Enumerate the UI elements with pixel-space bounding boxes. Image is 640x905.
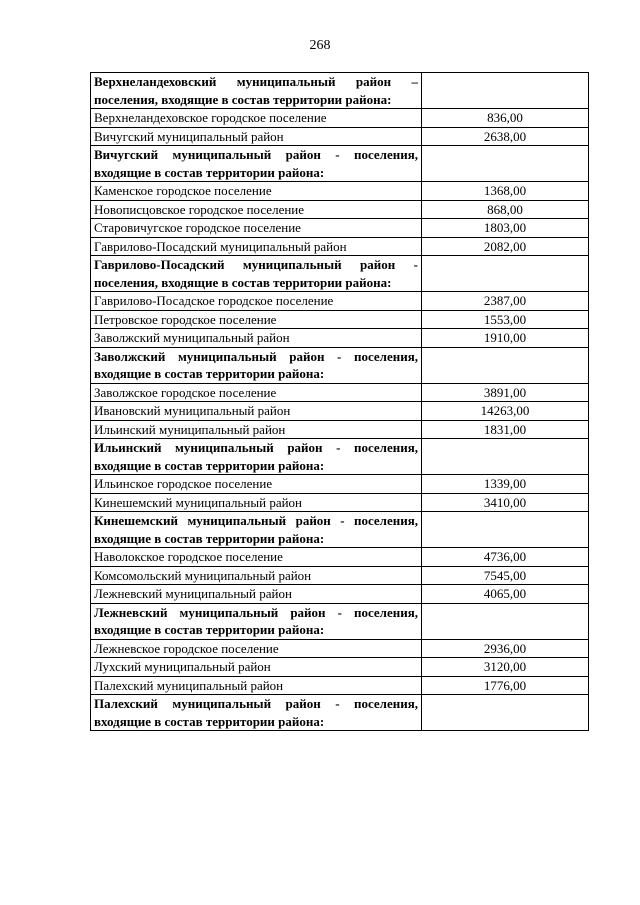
section-heading-row [91,695,589,731]
table-row [91,475,589,494]
section-heading-row [91,146,589,182]
row-value-cell [422,439,589,475]
row-name-cell: Заволжский муниципальный район - поселения, входящие в состав территории района: [91,347,422,383]
row-value-cell [422,146,589,182]
row-name-cell: Ильинский муниципальный район [91,420,422,439]
row-name-cell: Палехский муниципальный район - поселения, входящие в состав территории района: [91,695,422,731]
row-value-cell: 1803,00 [422,219,589,238]
table-row [91,402,589,421]
table-row [91,329,589,348]
row-value-cell: 3120,00 [422,658,589,677]
row-name-cell: Гаврилово-Посадский муниципальный район [91,237,422,256]
row-name-cell: Кинешемский муниципальный район - поселения, входящие в состав территории района: [91,512,422,548]
section-heading-row [91,256,589,292]
row-name-cell: Наволокское городское поселение [91,548,422,567]
row-name-cell: Ильинское городское поселение [91,475,422,494]
row-name-cell: Заволжское городское поселение [91,383,422,402]
table-row [91,493,589,512]
row-value-cell: 836,00 [422,109,589,128]
table-row [91,566,589,585]
table-row [91,639,589,658]
row-value-cell: 3891,00 [422,383,589,402]
table-row [91,658,589,677]
row-value-cell: 2082,00 [422,237,589,256]
row-value-cell [422,695,589,731]
row-name-cell: Лежневское городское поселение [91,639,422,658]
row-name-cell: Ивановский муниципальный район [91,402,422,421]
section-heading-row [91,439,589,475]
table-row [91,292,589,311]
table-row [91,237,589,256]
page-number: 268 [309,38,331,53]
section-heading-row [91,512,589,548]
row-value-cell: 2387,00 [422,292,589,311]
row-value-cell: 1553,00 [422,310,589,329]
row-value-cell: 3410,00 [422,493,589,512]
row-name-cell: Верхнеландеховское городское поселение [91,109,422,128]
row-name-cell: Гаврилово-Посадское городское поселение [91,292,422,311]
row-name-cell: Лухский муниципальный район [91,658,422,677]
row-name-cell: Комсомольский муниципальный район [91,566,422,585]
row-name-cell: Кинешемский муниципальный район [91,493,422,512]
data-table [90,72,589,731]
row-name-cell: Палехский муниципальный район [91,676,422,695]
row-name-cell: Верхнеландеховский муниципальный район – поселения, входящие в состав территории района: [91,73,422,109]
row-name-cell: Гаврилово-Посадский муниципальный район - поселения, входящие в состав территории района: [91,256,422,292]
row-name-cell: Заволжский муниципальный район [91,329,422,348]
row-value-cell: 4736,00 [422,548,589,567]
table-row [91,127,589,146]
table-row [91,219,589,238]
table-row [91,310,589,329]
row-value-cell: 1339,00 [422,475,589,494]
table-row [91,585,589,604]
row-name-cell: Лежневский муниципальный район - поселения, входящие в состав территории района: [91,603,422,639]
row-value-cell: 1776,00 [422,676,589,695]
table-row [91,109,589,128]
row-value-cell: 2936,00 [422,639,589,658]
row-name-cell: Петровское городское поселение [91,310,422,329]
table-row [91,548,589,567]
table-row [91,182,589,201]
row-name-cell: Вичугский муниципальный район - поселения, входящие в состав территории района: [91,146,422,182]
row-value-cell: 2638,00 [422,127,589,146]
table-row [91,420,589,439]
row-name-cell: Ильинский муниципальный район - поселения, входящие в состав территории района: [91,439,422,475]
row-value-cell: 1831,00 [422,420,589,439]
row-value-cell: 14263,00 [422,402,589,421]
row-value-cell [422,603,589,639]
row-name-cell: Новописцовское городское поселение [91,200,422,219]
row-value-cell: 7545,00 [422,566,589,585]
row-value-cell: 868,00 [422,200,589,219]
table-body [91,73,589,731]
row-name-cell: Вичугский муниципальный район [91,127,422,146]
row-name-cell: Каменское городское поселение [91,182,422,201]
row-value-cell [422,73,589,109]
row-value-cell [422,347,589,383]
row-value-cell: 1910,00 [422,329,589,348]
row-name-cell: Старовичугское городское поселение [91,219,422,238]
row-value-cell: 1368,00 [422,182,589,201]
row-value-cell [422,256,589,292]
row-value-cell [422,512,589,548]
section-heading-row [91,603,589,639]
row-name-cell: Лежневский муниципальный район [91,585,422,604]
table-row [91,200,589,219]
table-row [91,383,589,402]
row-value-cell: 4065,00 [422,585,589,604]
section-heading-row [91,73,589,109]
section-heading-row [91,347,589,383]
table-row [91,676,589,695]
